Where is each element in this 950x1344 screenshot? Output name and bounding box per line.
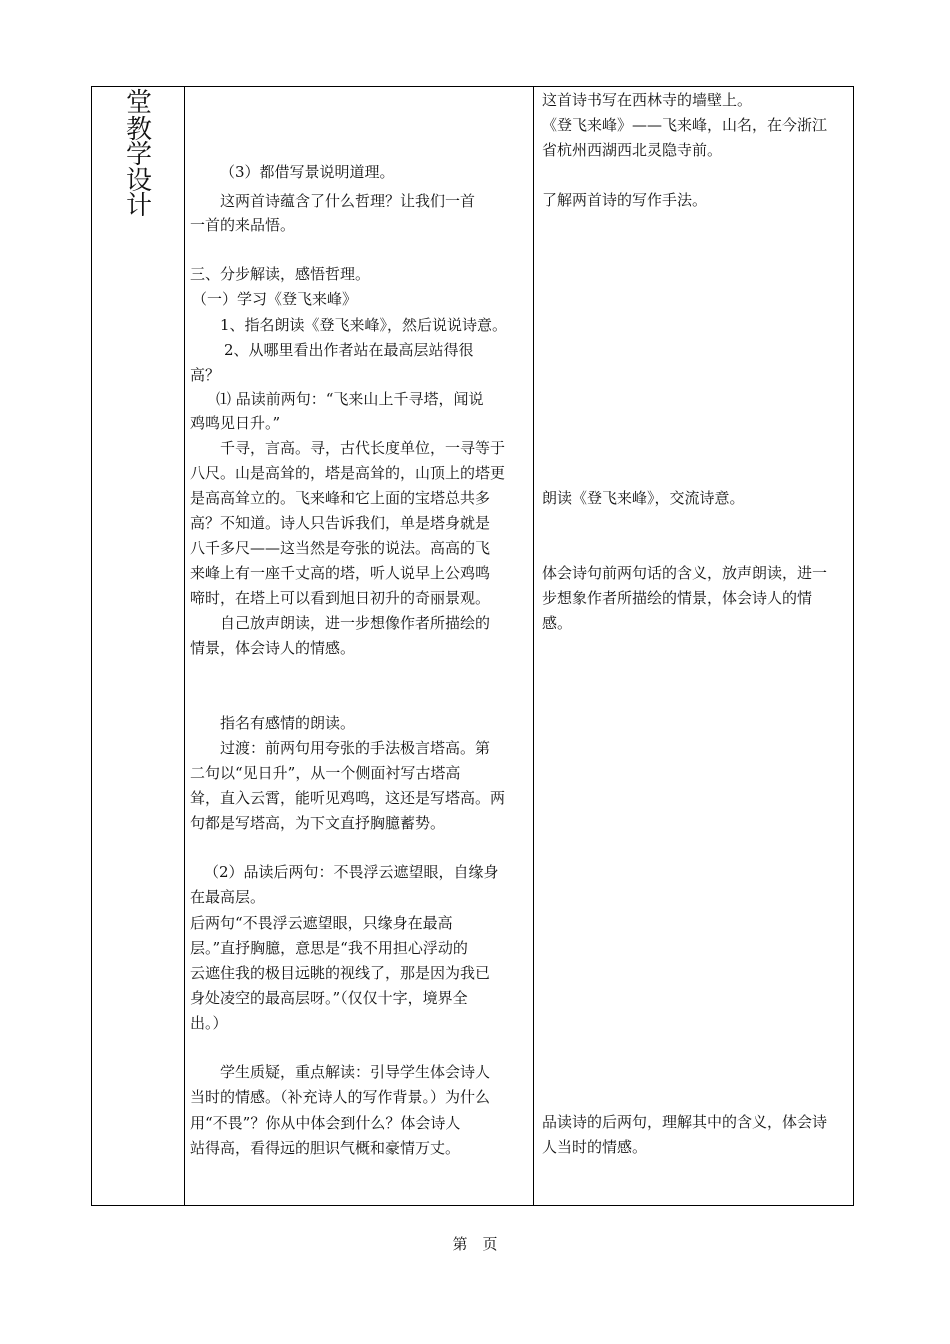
text-line: 二句以“见日升”，从一个侧面衬写古塔高 bbox=[190, 764, 461, 782]
text-line: 句都是写塔高，为下文直抒胸臆蓄势。 bbox=[190, 814, 446, 832]
text-line: 千寻，言高。寻，古代长度单位，一寻等于 bbox=[220, 439, 506, 457]
text-line: 身处凌空的最高层呀。”（仅仅十字，境界全 bbox=[190, 989, 468, 1007]
section-heading: 三、分步解读，感悟哲理。 bbox=[190, 265, 371, 283]
text-line: 八千多尺——这当然是夸张的说法。高高的飞 bbox=[190, 539, 491, 557]
text-line: 站得高，看得远的胆识气概和豪情万丈。 bbox=[190, 1139, 461, 1157]
text-line: 感。 bbox=[542, 614, 573, 632]
text-line: ⑴ 品读前两句：“飞来山上千寻塔，闻说 bbox=[216, 390, 484, 408]
section-label-column bbox=[92, 87, 184, 1205]
text-line: 步想象作者所描绘的情景，体会诗人的情 bbox=[542, 589, 813, 607]
text-line: 人当时的情感。 bbox=[542, 1138, 648, 1156]
text-line: 这首诗书写在西林寺的墙壁上。 bbox=[542, 91, 753, 109]
text-line: 来峰上有一座千丈高的塔，听人说早上公鸡鸣 bbox=[190, 564, 491, 582]
text-line: （2）品读后两句：不畏浮云遮望眼，自缘身 bbox=[204, 863, 499, 881]
section-label-char: 教 bbox=[126, 115, 153, 145]
text-line: 啼时，在塔上可以看到旭日初升的奇丽景观。 bbox=[190, 589, 491, 607]
text-line: （3）都借写景说明道理。 bbox=[220, 163, 395, 181]
text-line: 鸡鸣见日升。” bbox=[190, 414, 281, 432]
student-activity-column bbox=[533, 87, 855, 1205]
text-line: 一首的来品悟。 bbox=[190, 216, 296, 234]
text-line: 体会诗句前两句话的含义，放声朗读，进一 bbox=[542, 564, 828, 582]
text-line: 层。”直抒胸臆，意思是“我不用担心浮动的 bbox=[190, 939, 468, 957]
section-label-char: 设 bbox=[126, 166, 153, 196]
text-line: 当时的情感。（补充诗人的写作背景。）为什么 bbox=[190, 1088, 491, 1106]
text-line: 在最高层。 bbox=[190, 888, 266, 906]
text-line: 情景，体会诗人的情感。 bbox=[190, 639, 356, 657]
subsection-heading: （一）学习《登飞来峰》 bbox=[192, 290, 358, 308]
section-label-char: 计 bbox=[126, 191, 153, 221]
teacher-activity-column bbox=[184, 87, 533, 1205]
text-line: 指名有感情的朗读。 bbox=[220, 714, 356, 732]
text-line: 用“不畏”？你从中体会到什么？体会诗人 bbox=[190, 1114, 461, 1132]
section-label-char: 堂 bbox=[126, 88, 153, 118]
text-line: 《登飞来峰》——飞来峰，山名，在今浙江 bbox=[542, 116, 828, 134]
text-line: 2、从哪里看出作者站在最高层站得很 bbox=[224, 341, 474, 359]
text-line: 这两首诗蕴含了什么哲理？让我们一首 bbox=[220, 192, 476, 210]
text-line: 耸，直入云霄，能听见鸡鸣，这还是写塔高。两 bbox=[190, 789, 506, 807]
lesson-plan-table bbox=[91, 86, 854, 1206]
text-line: 出。） bbox=[190, 1014, 228, 1032]
text-line: 自己放声朗读，进一步想像作者所描绘的 bbox=[220, 614, 491, 632]
text-line: 高？ bbox=[190, 366, 221, 384]
text-line: 是高高耸立的。飞来峰和它上面的宝塔总共多 bbox=[190, 489, 491, 507]
text-line: 过渡：前两句用夸张的手法极言塔高。第 bbox=[220, 739, 491, 757]
text-line: 了解两首诗的写作手法。 bbox=[542, 191, 708, 209]
text-line: 省杭州西湖西北灵隐寺前。 bbox=[542, 141, 723, 159]
text-line: 学生质疑，重点解读：引导学生体会诗人 bbox=[220, 1063, 491, 1081]
text-line: 高？不知道。诗人只告诉我们，单是塔身就是 bbox=[190, 514, 491, 532]
text-line: 云遮住我的极目远眺的视线了，那是因为我已 bbox=[190, 964, 491, 982]
text-line: 1、指名朗读《登飞来峰》，然后说说诗意。 bbox=[220, 316, 508, 334]
page-number-footer: 第 页 bbox=[452, 1235, 498, 1253]
text-line: 朗读《登飞来峰》，交流诗意。 bbox=[542, 489, 745, 507]
text-line: 八尺。山是高耸的，塔是高耸的，山顶上的塔更 bbox=[190, 464, 506, 482]
section-label-char: 学 bbox=[126, 140, 153, 170]
text-line: 品读诗的后两句，理解其中的含义，体会诗 bbox=[542, 1113, 828, 1131]
text-line: 后两句“不畏浮云遮望眼，只缘身在最高 bbox=[190, 914, 453, 932]
